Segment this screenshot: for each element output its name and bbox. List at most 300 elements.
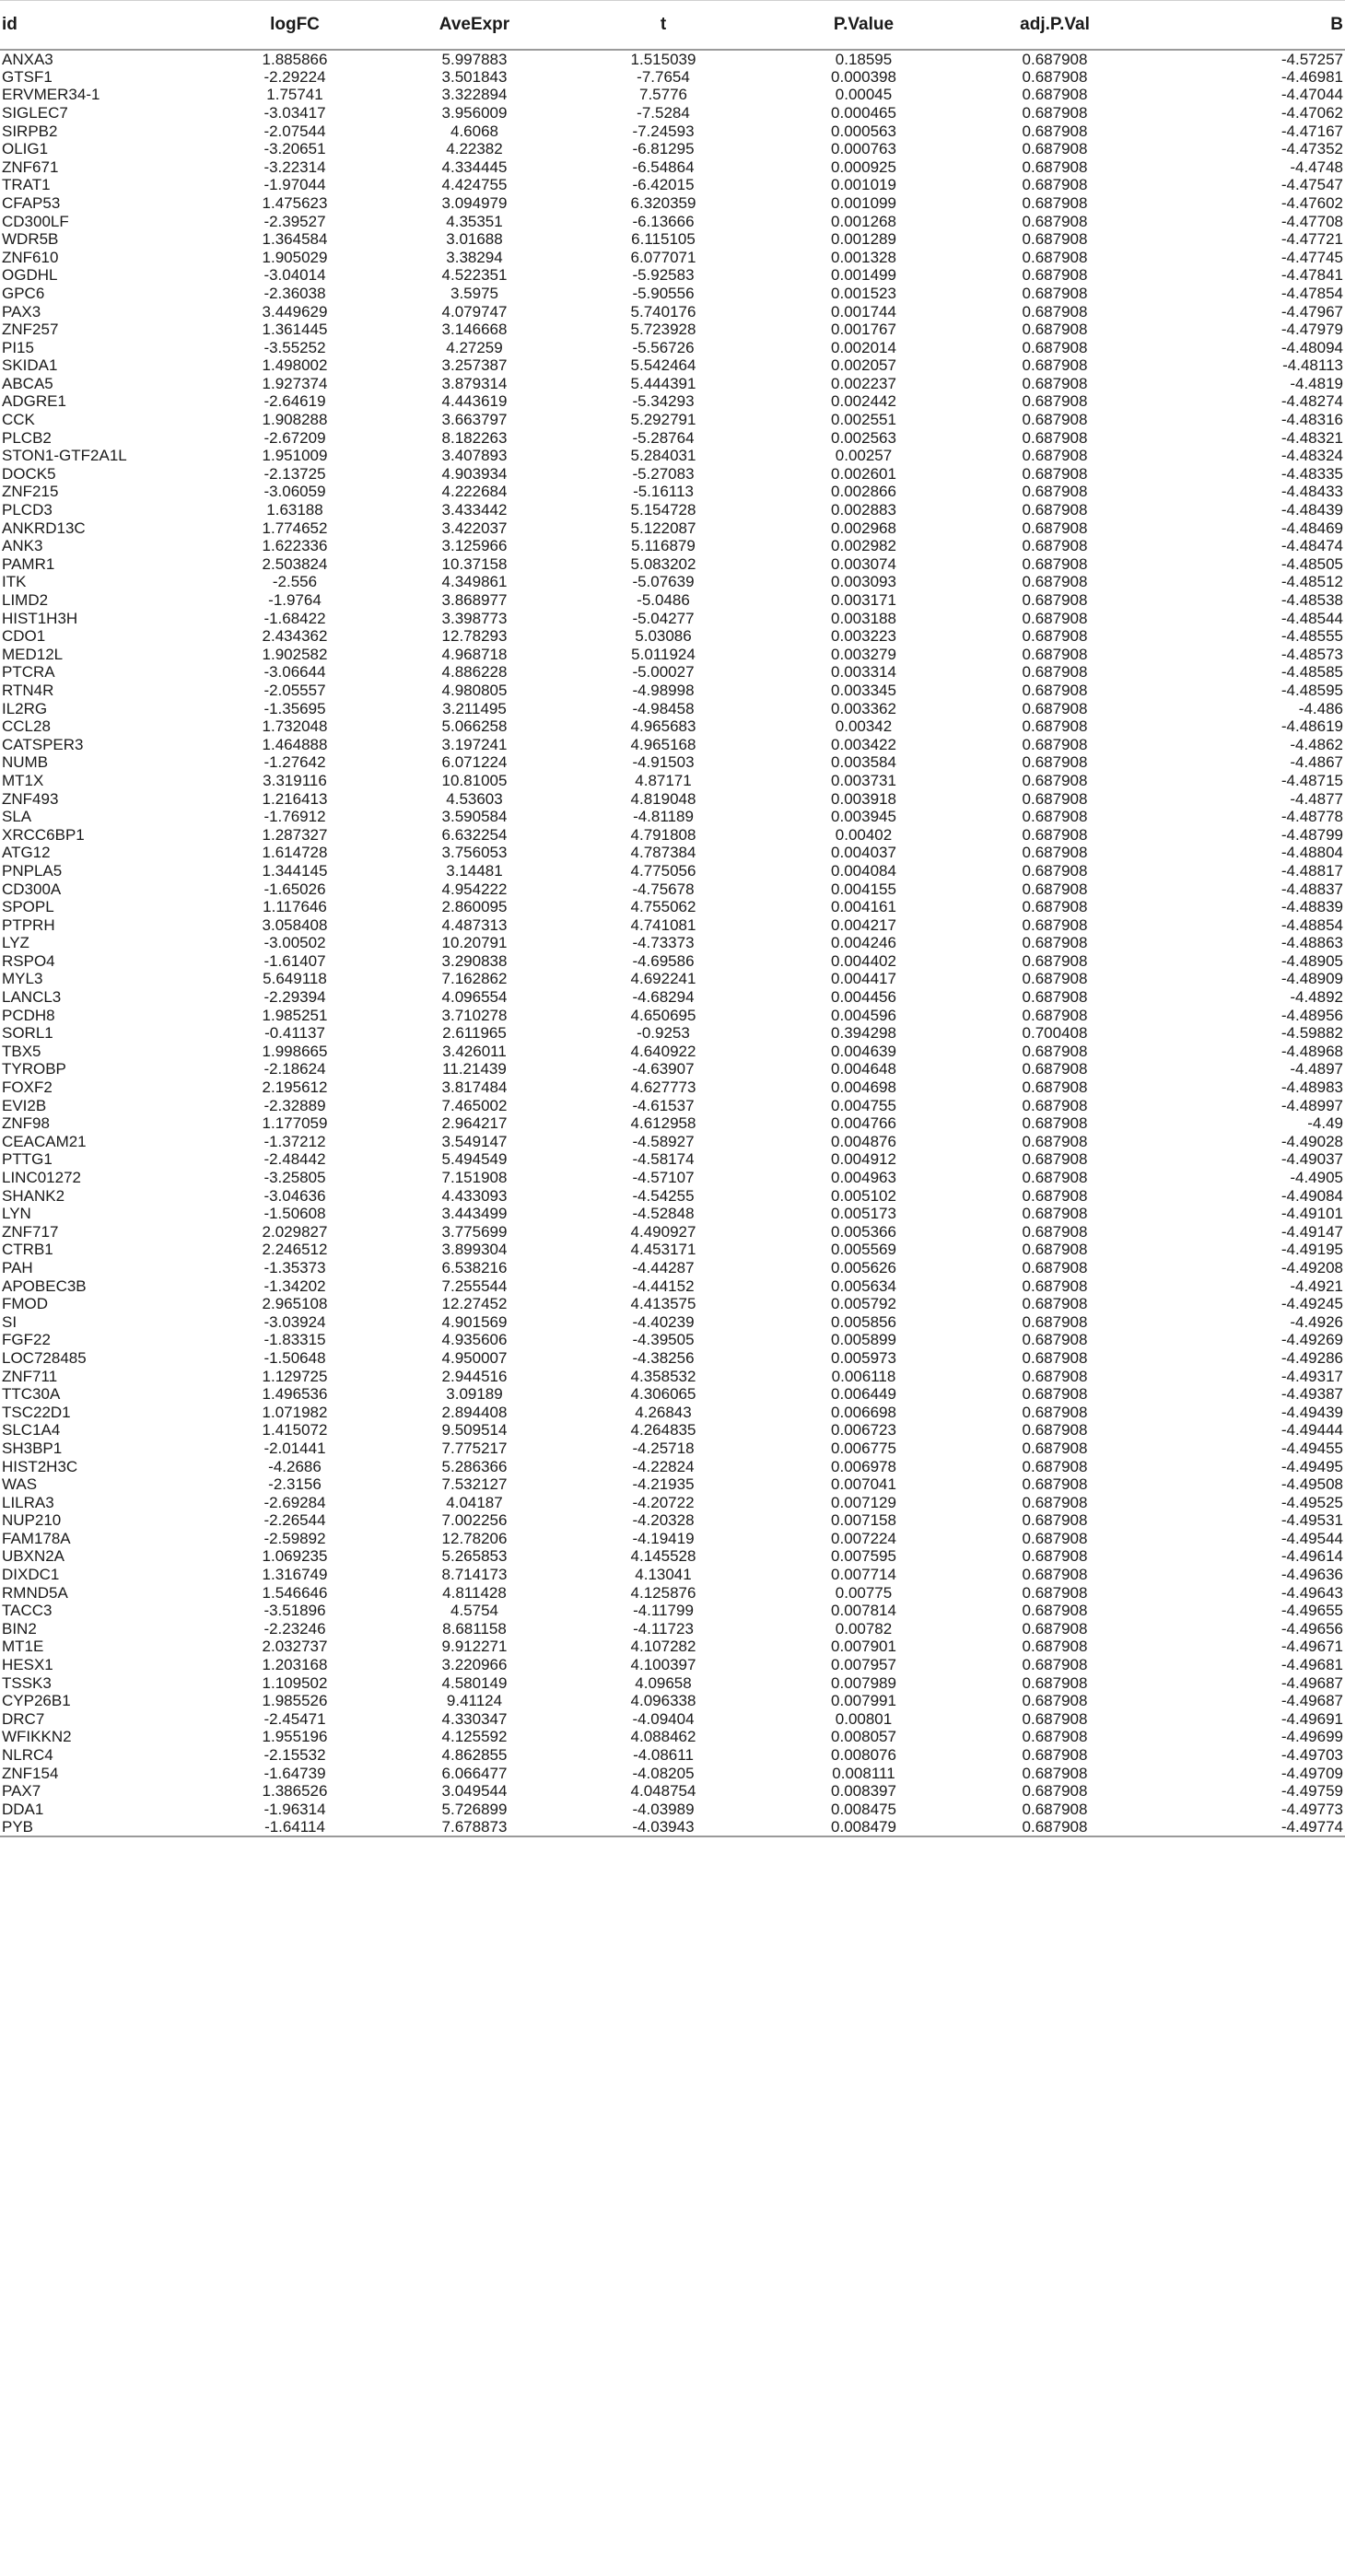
cell-id: SKIDA1 [2, 356, 58, 375]
cell-adj-pvalue: 0.687908 [1022, 321, 1088, 339]
cell-aveexpr: 4.424755 [441, 176, 508, 194]
cell-b: -4.49245 [1281, 1295, 1343, 1313]
cell-aveexpr: 3.756053 [441, 844, 508, 862]
cell-logfc: 1.177059 [262, 1114, 328, 1133]
cell-adj-pvalue: 0.687908 [1022, 1547, 1088, 1566]
cell-t: 4.791808 [630, 825, 696, 844]
cell-logfc: 1.361445 [262, 321, 328, 339]
cell-adj-pvalue: 0.687908 [1022, 428, 1088, 447]
table-row [0, 735, 1345, 753]
cell-adj-pvalue: 0.687908 [1022, 609, 1088, 627]
column-header-pvalue: P.Value [765, 1, 963, 50]
cell-aveexpr: 8.182263 [441, 428, 508, 447]
cell-logfc: -1.37212 [263, 1132, 326, 1150]
cell-t: 5.122087 [630, 519, 696, 537]
cell-b: -4.4921 [1290, 1276, 1343, 1295]
cell-b: -4.48817 [1281, 861, 1343, 880]
cell-adj-pvalue: 0.687908 [1022, 1782, 1088, 1801]
cell-b: -4.48715 [1281, 771, 1343, 789]
cell-t: 4.627773 [630, 1078, 696, 1097]
table-row [0, 1440, 1345, 1458]
cell-logfc: -2.29394 [263, 988, 326, 1007]
table-row [0, 428, 1345, 447]
table-row [0, 194, 1345, 213]
cell-aveexpr: 3.146668 [441, 321, 508, 339]
cell-t: -4.54255 [632, 1186, 695, 1205]
cell-id: PYB [0, 1818, 203, 1836]
cell-aveexpr: 4.35351 [446, 212, 503, 230]
cell-t: 5.740176 [630, 302, 696, 321]
cell-aveexpr: 3.426011 [442, 1042, 507, 1060]
cell-t: 4.264835 [630, 1421, 696, 1440]
table-row [0, 717, 1345, 736]
cell-pvalue: 0.18595 [835, 50, 893, 68]
cell-b: -4.47721 [1281, 230, 1343, 249]
cell-adj-pvalue: 0.687908 [1022, 157, 1088, 176]
cell-pvalue: 0.008397 [831, 1782, 896, 1801]
cell-logfc: -2.07544 [263, 122, 326, 140]
cell-adj-pvalue: 0.687908 [1022, 1385, 1088, 1404]
cell-pvalue: 0.003093 [831, 573, 896, 591]
table-row [0, 808, 1345, 826]
cell-adj-pvalue: 0.687908 [1022, 1169, 1088, 1187]
cell-aveexpr: 4.811428 [442, 1583, 507, 1602]
cell-t: -6.54864 [632, 157, 695, 176]
cell-pvalue: 0.006723 [831, 1421, 896, 1440]
cell-adj-pvalue: 0.687908 [1022, 464, 1088, 483]
cell-pvalue: 0.00342 [835, 717, 893, 736]
cell-b: -4.49269 [1281, 1331, 1343, 1349]
cell-id: MT1X [2, 771, 44, 789]
cell-id: ZNF257 [2, 321, 59, 339]
cell-logfc: -0.41137 [264, 1024, 325, 1043]
cell-t: 5.116879 [631, 537, 696, 555]
cell-aveexpr: 4.096554 [441, 988, 508, 1007]
cell-adj-pvalue: 0.687908 [1022, 1638, 1088, 1656]
cell-logfc: 1.496536 [262, 1385, 328, 1404]
cell-id: HIST2H3C [2, 1457, 78, 1475]
cell-logfc: 1.985526 [262, 1692, 328, 1710]
cell-id: MED12L [2, 645, 64, 663]
cell-b: -4.48983 [1281, 1078, 1343, 1097]
cell-b: -4.47979 [1281, 321, 1343, 339]
cell-t: 4.26843 [635, 1403, 692, 1421]
cell-pvalue: 0.004456 [831, 988, 896, 1007]
cell-aveexpr: 5.265853 [441, 1547, 508, 1566]
cell-logfc: -2.13725 [263, 464, 326, 483]
cell-b: -4.48505 [1281, 554, 1343, 573]
cell-id: SLC1A4 [2, 1421, 61, 1440]
cell-logfc: -2.26544 [263, 1511, 326, 1530]
table-row [0, 50, 1345, 68]
cell-logfc: -3.25805 [263, 1169, 326, 1187]
cell-pvalue: 0.004246 [831, 934, 896, 952]
cell-id: RMND5A [2, 1583, 68, 1602]
cell-pvalue: 0.00257 [835, 447, 893, 465]
cell-logfc: 1.129725 [262, 1367, 328, 1385]
cell-id: LILRA3 [2, 1493, 54, 1511]
cell-b: -4.48585 [1281, 663, 1343, 682]
cell-b: -4.47167 [1281, 122, 1343, 140]
cell-logfc: -1.50608 [263, 1205, 326, 1223]
cell-adj-pvalue: 0.687908 [1022, 1764, 1088, 1782]
cell-id: HESX1 [2, 1656, 53, 1674]
cell-aveexpr: 6.071224 [441, 753, 508, 772]
cell-logfc: -2.29224 [263, 67, 326, 86]
cell-id: ZNF610 [2, 248, 59, 266]
cell-pvalue: 0.005856 [831, 1312, 896, 1331]
cell-b: -4.46981 [1281, 67, 1343, 86]
table-header [0, 1, 1345, 50]
table-row [0, 934, 1345, 952]
cell-logfc: -1.83315 [263, 1331, 326, 1349]
cell-adj-pvalue: 0.687908 [1022, 501, 1088, 519]
cell-aveexpr: 3.125966 [441, 537, 508, 555]
cell-adj-pvalue: 0.687908 [1022, 1619, 1088, 1638]
cell-aveexpr: 2.964217 [441, 1114, 508, 1133]
cell-aveexpr: 4.487313 [441, 915, 508, 934]
cell-aveexpr: 4.330347 [441, 1709, 508, 1728]
cell-id: GPC6 [2, 284, 45, 302]
cell-logfc: -2.3156 [268, 1475, 322, 1494]
cell-logfc: -3.06644 [263, 663, 326, 682]
cell-aveexpr: 7.002256 [441, 1511, 508, 1530]
cell-aveexpr: 9.41124 [446, 1692, 503, 1710]
cell-b: -4.48863 [1281, 934, 1343, 952]
cell-b: -4.48778 [1281, 808, 1343, 826]
cell-t: 4.088462 [630, 1728, 696, 1746]
cell-t: 5.011924 [631, 645, 696, 663]
cell-logfc: -2.36038 [263, 284, 326, 302]
cell-b: -4.57257 [1281, 50, 1343, 68]
cell-aveexpr: 4.522351 [441, 266, 508, 285]
table-row [0, 1782, 1345, 1801]
cell-t: 4.640922 [630, 1042, 696, 1060]
table-row [0, 915, 1345, 934]
cell-id: DDA1 [2, 1800, 44, 1818]
cell-id: XRCC6BP1 [2, 825, 85, 844]
table-row [0, 1150, 1345, 1169]
cell-t: -4.38256 [632, 1348, 695, 1367]
cell-adj-pvalue: 0.687908 [1022, 50, 1088, 68]
cell-adj-pvalue: 0.687908 [1022, 1312, 1088, 1331]
cell-id: SHANK2 [2, 1186, 65, 1205]
cell-pvalue: 0.003188 [831, 609, 896, 627]
table-row [0, 302, 1345, 321]
cell-id: PAX7 [2, 1782, 41, 1801]
cell-pvalue: 0.004963 [831, 1169, 896, 1187]
cell-adj-pvalue: 0.687908 [1022, 1583, 1088, 1602]
cell-t: -4.44152 [632, 1276, 695, 1295]
cell-aveexpr: 7.151908 [441, 1169, 508, 1187]
cell-adj-pvalue: 0.687908 [1022, 1222, 1088, 1241]
table-row [0, 1096, 1345, 1114]
cell-logfc: -1.9764 [268, 591, 322, 610]
table-row [0, 68, 1345, 87]
cell-t: 4.965683 [630, 717, 696, 736]
cell-adj-pvalue: 0.687908 [1022, 663, 1088, 682]
cell-id: PTPRH [2, 915, 55, 934]
table-row [0, 1078, 1345, 1097]
cell-logfc: -1.50648 [263, 1348, 326, 1367]
cell-t: 4.13041 [635, 1566, 692, 1584]
cell-adj-pvalue: 0.687908 [1022, 447, 1088, 465]
cell-id: TTC30A [2, 1385, 61, 1404]
cell-b: -4.49671 [1281, 1638, 1343, 1656]
cell-adj-pvalue: 0.687908 [1022, 1258, 1088, 1276]
cell-pvalue: 0.004417 [831, 970, 896, 988]
cell-t: -5.56726 [632, 338, 695, 356]
cell-b: -4.4862 [1290, 735, 1343, 753]
table-row [0, 1818, 1345, 1836]
cell-aveexpr: 7.532127 [441, 1475, 508, 1494]
cell-b: -4.48321 [1281, 428, 1343, 447]
cell-aveexpr: 5.494549 [441, 1150, 508, 1169]
cell-id: SLA [2, 808, 32, 826]
cell-adj-pvalue: 0.687908 [1022, 573, 1088, 591]
cell-adj-pvalue: 0.687908 [1022, 861, 1088, 880]
cell-id: PAMR1 [2, 554, 55, 573]
cell-t: -4.58927 [632, 1132, 695, 1150]
table-row [0, 844, 1345, 862]
cell-id: FMOD [2, 1295, 49, 1313]
cell-b: -4.49084 [1281, 1186, 1343, 1205]
cell-t: -4.98998 [632, 681, 695, 699]
cell-id: ANXA3 [2, 50, 53, 68]
cell-logfc: 1.386526 [262, 1782, 328, 1801]
cell-id: OLIG1 [2, 140, 49, 158]
table-row [0, 1241, 1345, 1259]
cell-t: -4.03989 [632, 1800, 695, 1818]
cell-id: PI15 [2, 338, 34, 356]
cell-adj-pvalue: 0.687908 [1022, 1529, 1088, 1547]
cell-t: -4.40239 [632, 1312, 695, 1331]
cell-b: -4.48839 [1281, 898, 1343, 916]
cell-adj-pvalue: 0.687908 [1022, 122, 1088, 140]
cell-id: HIST1H3H [2, 609, 78, 627]
cell-t: 4.612958 [630, 1114, 696, 1133]
cell-aveexpr: 3.197241 [441, 735, 508, 753]
cell-b: -4.48512 [1281, 573, 1343, 591]
cell-logfc: -2.15532 [263, 1746, 326, 1765]
cell-id: FAM178A [2, 1529, 71, 1547]
cell-id: STON1-GTF2A1L [2, 447, 127, 465]
cell-b: -4.49636 [1281, 1566, 1343, 1584]
cell-t: -4.08611 [633, 1746, 694, 1765]
cell-logfc: -2.39527 [263, 212, 326, 230]
table-row [0, 157, 1345, 176]
cell-aveexpr: 3.01688 [446, 230, 503, 249]
cell-id: CFAP53 [2, 193, 61, 212]
cell-pvalue: 0.005634 [831, 1276, 896, 1295]
cell-id: OGDHL [2, 266, 58, 285]
cell-aveexpr: 11.21439 [442, 1060, 507, 1078]
table-row [0, 1692, 1345, 1710]
cell-pvalue: 0.004755 [831, 1096, 896, 1114]
cell-t: 4.741081 [630, 915, 696, 934]
table-row [0, 1602, 1345, 1620]
cell-t: -4.19419 [632, 1529, 695, 1547]
cell-id: TBX5 [2, 1042, 41, 1060]
cell-b: -4.49444 [1281, 1421, 1343, 1440]
cell-aveexpr: 3.407893 [441, 447, 508, 465]
cell-logfc: -2.18624 [263, 1060, 326, 1078]
cell-pvalue: 0.007041 [831, 1475, 896, 1494]
table-row [0, 1638, 1345, 1656]
cell-t: -0.9253 [637, 1024, 690, 1043]
column-header-aveexpr: AveExpr [387, 1, 562, 50]
cell-b: -4.48909 [1281, 970, 1343, 988]
cell-aveexpr: 4.580149 [441, 1673, 508, 1692]
table-row [0, 1801, 1345, 1819]
table-row [0, 825, 1345, 844]
cell-t: -4.21935 [632, 1475, 695, 1494]
cell-aveexpr: 4.935606 [441, 1331, 508, 1349]
cell-t: 5.542464 [630, 356, 696, 375]
cell-b: -4.48555 [1281, 627, 1343, 646]
cell-aveexpr: 4.27259 [446, 338, 503, 356]
cell-id: LYZ [2, 934, 29, 952]
cell-b: -4.49 [1307, 1114, 1343, 1133]
cell-b: -4.49774 [1147, 1818, 1345, 1836]
cell-aveexpr: 5.997883 [441, 50, 508, 68]
cell-b: -4.49643 [1281, 1583, 1343, 1602]
table-row [0, 1673, 1345, 1692]
cell-adj-pvalue: 0.687908 [1022, 771, 1088, 789]
cell-logfc: -3.04636 [263, 1186, 326, 1205]
cell-b: -4.49495 [1281, 1457, 1343, 1475]
column-header-t: t [562, 1, 765, 50]
cell-logfc: -2.01441 [263, 1439, 326, 1457]
cell-b: -4.48595 [1281, 681, 1343, 699]
cell-b: -4.48433 [1281, 483, 1343, 501]
cell-logfc: 1.071982 [262, 1403, 328, 1421]
cell-pvalue: 0.008111 [832, 1764, 895, 1782]
cell-pvalue: 0.008479 [765, 1818, 963, 1836]
cell-pvalue: 0.006118 [831, 1367, 896, 1385]
cell-b: -4.49286 [1281, 1348, 1343, 1367]
cell-t: 4.965168 [630, 735, 696, 753]
cell-logfc: 1.287327 [262, 825, 328, 844]
table-row [0, 140, 1345, 158]
cell-logfc: 5.649118 [263, 970, 327, 988]
cell-t: 6.320359 [630, 193, 696, 212]
cell-adj-pvalue: 0.687908 [1022, 844, 1088, 862]
cell-aveexpr: 3.14481 [446, 861, 503, 880]
cell-id: PCDH8 [2, 1006, 55, 1024]
cell-b: -4.4892 [1290, 988, 1343, 1007]
cell-pvalue: 0.003223 [831, 627, 896, 646]
cell-b: -4.4926 [1290, 1312, 1343, 1331]
cell-id: LOC728485 [2, 1348, 87, 1367]
cell-aveexpr: 3.868977 [441, 591, 508, 610]
cell-pvalue: 0.008076 [831, 1746, 896, 1765]
table-body [0, 50, 1345, 1837]
cell-adj-pvalue: 0.687908 [1022, 808, 1088, 826]
cell-t: -4.68294 [632, 988, 695, 1007]
cell-b: -4.49439 [1281, 1403, 1343, 1421]
cell-adj-pvalue: 0.687908 [1022, 302, 1088, 321]
cell-logfc: 2.029827 [262, 1222, 328, 1241]
cell-id: CATSPER3 [2, 735, 84, 753]
cell-id: MT1E [2, 1638, 44, 1656]
cell-t: -5.07639 [632, 573, 695, 591]
cell-t: -5.00027 [632, 663, 695, 682]
cell-aveexpr: 3.501843 [441, 67, 508, 86]
table-row [0, 1547, 1345, 1566]
table-row [0, 1746, 1345, 1765]
cell-logfc: 1.364584 [262, 230, 328, 249]
cell-logfc: 2.434362 [262, 627, 328, 646]
cell-aveexpr: 3.663797 [441, 411, 508, 429]
cell-t: 4.692241 [630, 970, 696, 988]
table-row [0, 1312, 1345, 1331]
cell-pvalue: 0.007901 [831, 1638, 896, 1656]
cell-logfc: -1.64739 [263, 1764, 326, 1782]
cell-b: -4.49687 [1281, 1692, 1343, 1710]
cell-adj-pvalue: 0.687908 [1022, 1150, 1088, 1169]
cell-id: TRAT1 [2, 176, 51, 194]
cell-logfc: 1.732048 [262, 717, 328, 736]
cell-b: -4.47352 [1281, 140, 1343, 158]
cell-id: NLRC4 [2, 1746, 53, 1765]
table-row [0, 699, 1345, 717]
cell-adj-pvalue: 0.687908 [1022, 898, 1088, 916]
table-row [0, 1403, 1345, 1421]
cell-aveexpr: 4.125592 [441, 1728, 508, 1746]
cell-id: TSC22D1 [2, 1403, 71, 1421]
cell-adj-pvalue: 0.687908 [1022, 988, 1088, 1007]
cell-t: 4.650695 [630, 1006, 696, 1024]
cell-adj-pvalue: 0.687908 [1022, 951, 1088, 970]
cell-aveexpr: 3.879314 [441, 374, 508, 392]
cell-adj-pvalue: 0.687908 [1022, 753, 1088, 772]
table-row [0, 609, 1345, 627]
cell-pvalue: 0.008475 [831, 1800, 896, 1818]
cell-logfc: 2.965108 [262, 1295, 328, 1313]
cell-b: -4.4897 [1290, 1060, 1343, 1078]
cell-adj-pvalue: 0.687908 [1022, 519, 1088, 537]
cell-id: TACC3 [2, 1602, 53, 1620]
cell-id: ANK3 [2, 537, 43, 555]
cell-b: -4.48538 [1281, 591, 1343, 610]
cell-adj-pvalue: 0.687908 [1022, 1042, 1088, 1060]
cell-aveexpr: 4.954222 [441, 880, 508, 898]
cell-t: -5.16113 [633, 483, 694, 501]
cell-aveexpr: 5.726899 [441, 1800, 508, 1818]
cell-pvalue: 0.003171 [831, 591, 896, 610]
cell-logfc: 1.951009 [262, 447, 328, 465]
cell-pvalue: 0.002866 [831, 483, 896, 501]
cell-logfc: 1.955196 [262, 1728, 328, 1746]
cell-logfc: -1.61407 [263, 951, 326, 970]
cell-t: 6.077071 [630, 248, 696, 266]
cell-t: 1.515039 [630, 50, 696, 68]
cell-id: PLCD3 [2, 501, 53, 519]
cell-b: -4.49656 [1281, 1619, 1343, 1638]
cell-pvalue: 0.007814 [831, 1602, 896, 1620]
cell-id: CYP26B1 [2, 1692, 71, 1710]
cell-id: TSSK3 [2, 1673, 52, 1692]
cell-b: -4.4748 [1290, 157, 1343, 176]
cell-pvalue: 0.006449 [831, 1385, 896, 1404]
table-row [0, 212, 1345, 230]
cell-logfc: -3.51896 [263, 1602, 326, 1620]
cell-b: -4.49691 [1281, 1709, 1343, 1728]
cell-adj-pvalue: 0.687908 [1022, 645, 1088, 663]
cell-b: -4.47967 [1281, 302, 1343, 321]
cell-b: -4.49759 [1281, 1782, 1343, 1801]
